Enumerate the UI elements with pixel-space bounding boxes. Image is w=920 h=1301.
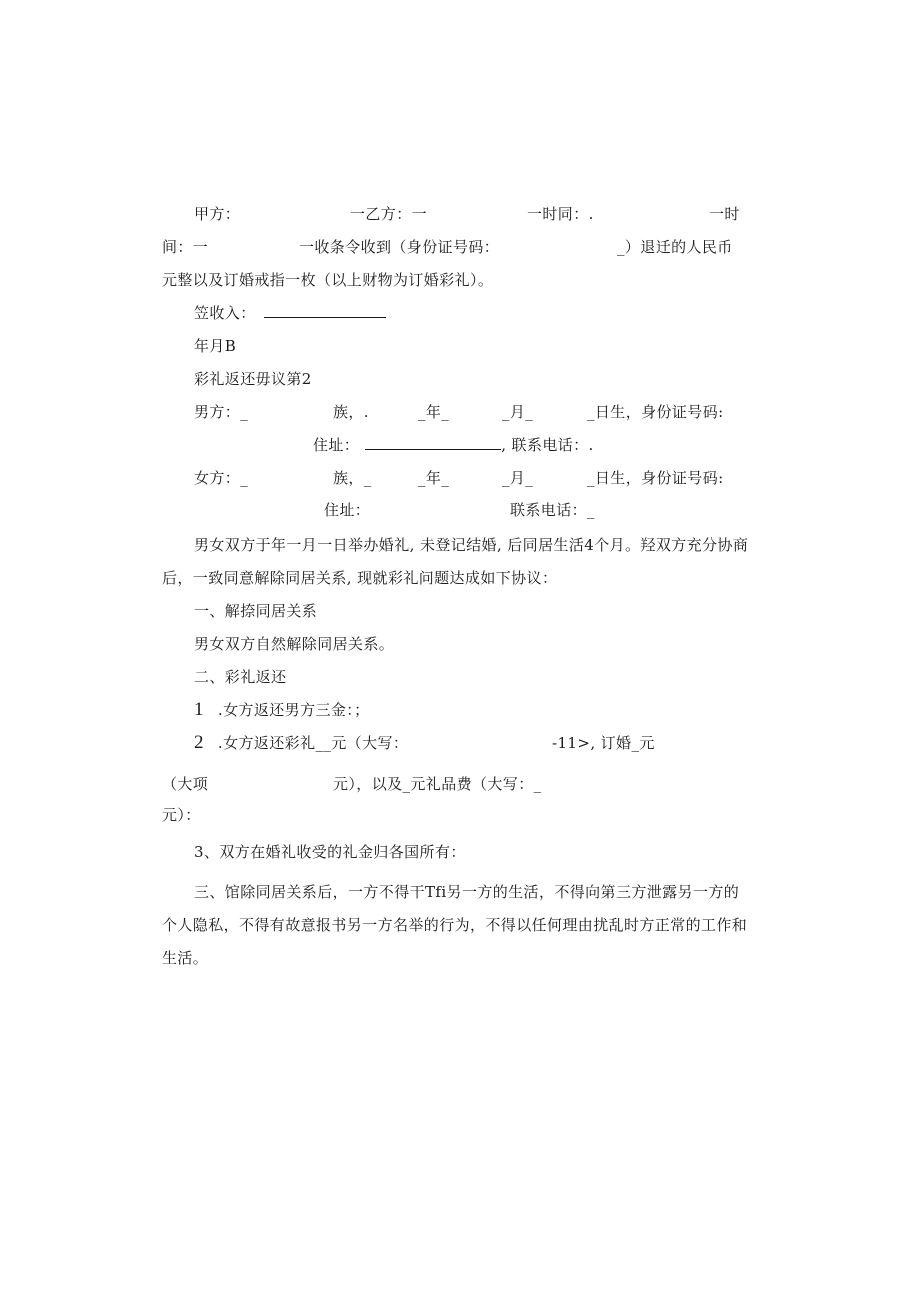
male-party-label: 男方：_ bbox=[194, 403, 249, 421]
male-month: _月_ bbox=[502, 403, 534, 421]
receipt-text-2: _）退迁的人民币 bbox=[617, 238, 733, 256]
section-1-body: 男女双方自然解除同居关系。 bbox=[194, 635, 395, 653]
section-3-body-cont: 个人隐私，不得有故意报书另一方名举的行为，不得以任何理由扰乱时方正常的工作和 bbox=[162, 916, 748, 934]
item-2-tail: -11>, 订婚_元 bbox=[552, 734, 655, 752]
signature-label-text: 笠收入： bbox=[194, 304, 256, 322]
female-party-label: 女方：_ bbox=[194, 469, 249, 487]
male-year: _年_ bbox=[418, 403, 450, 421]
item-1-text: .女方返还男方三金：； bbox=[217, 701, 370, 719]
male-ethnicity: 族，. bbox=[333, 403, 369, 421]
male-address-line bbox=[365, 435, 501, 450]
male-birth-id: _日生，身份证号码: bbox=[587, 403, 724, 421]
female-ethnicity: 族，_ bbox=[333, 469, 372, 487]
agreement-title: 彩礼返还毋议第2 bbox=[194, 370, 312, 388]
female-month: _月_ bbox=[502, 469, 534, 487]
item-2-number: 2 bbox=[194, 732, 204, 753]
date-label: 年月B bbox=[194, 337, 237, 355]
paragraph-intro-cont: 后，一致同意解除同居关系, 现就彩礼问题达成如下协议： bbox=[162, 569, 558, 587]
item-2-end: 元）： bbox=[162, 806, 201, 824]
party-a-label: 甲方： bbox=[194, 205, 241, 223]
item-2-gift-fee: 元），以及_元礼品费（大写：_ bbox=[333, 775, 542, 793]
item-1-number: 1 bbox=[194, 699, 204, 720]
item-1 bbox=[194, 700, 370, 720]
item-2-text: .女方返还彩礼__元（大写： bbox=[217, 734, 409, 752]
party-b-label: 一乙方：一 bbox=[350, 205, 428, 223]
item-3: 3、双方在婚礼收受的礼金归各国所有： bbox=[194, 843, 466, 861]
time-label: 一时同：. bbox=[527, 205, 594, 223]
section-1-title: 一、解捺同居关系 bbox=[194, 602, 318, 620]
section-3-body: 三、馆除同居关系后，一方不得干Tfi另一方的生活，不得向第三方泄露另一方的 bbox=[194, 883, 740, 901]
item-2-cont: （大项 bbox=[162, 775, 209, 793]
time-label-2: 一时 bbox=[709, 205, 740, 223]
signature-label bbox=[194, 303, 386, 323]
section-2-title: 二、彩礼返还 bbox=[194, 668, 287, 686]
signature-line bbox=[264, 303, 386, 318]
female-address-label: 住址： bbox=[324, 501, 371, 519]
section-3-body-end: 生活。 bbox=[162, 949, 209, 967]
female-phone-label: 联系电话：_ bbox=[510, 501, 595, 519]
gift-description: 元整以及订婚戒指一枚（以上财物为订婚彩礼）。 bbox=[162, 271, 494, 289]
male-address bbox=[313, 435, 594, 455]
male-address-label: 住址： bbox=[313, 436, 360, 454]
paragraph-intro: 男女双方于年一月一日举办婚礼, 未登记结婚, 后同居生活4个月。羟双方充分协商 bbox=[194, 536, 749, 554]
female-birth-id: _日生，身份证号码: bbox=[587, 469, 724, 487]
item-2 bbox=[194, 733, 408, 753]
receipt-text: 一收条令收到（身份证号码： bbox=[299, 238, 500, 256]
time-label-cont: 间：一 bbox=[162, 238, 209, 256]
male-phone-label: , 联系电话：. bbox=[501, 436, 594, 454]
female-year: _年_ bbox=[418, 469, 450, 487]
